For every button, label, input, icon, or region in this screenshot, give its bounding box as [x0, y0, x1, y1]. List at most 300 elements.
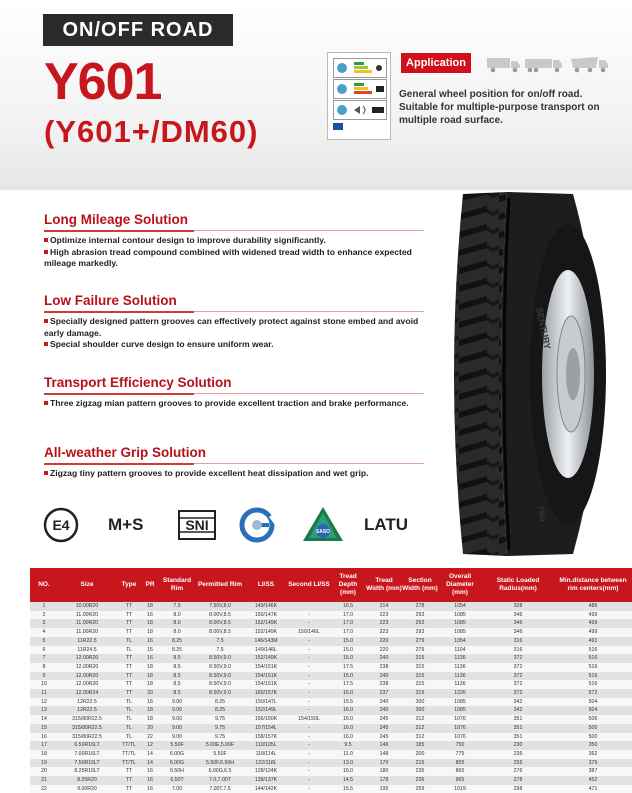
table-cell: -	[288, 672, 330, 681]
table-cell: 12R22.5	[58, 706, 116, 715]
feature-low-failure	[44, 292, 424, 351]
truck-icon	[486, 55, 522, 73]
dump-truck-icon	[570, 55, 610, 73]
table-cell: 13.0	[330, 759, 366, 768]
table-cell: 16.0	[330, 706, 366, 715]
table-cell: 15	[30, 724, 58, 733]
svg-text:E4: E4	[52, 517, 70, 533]
table-cell: 8	[30, 663, 58, 672]
latu-mark: LATU	[364, 515, 409, 534]
table-cell: 315/80R22.5	[58, 715, 116, 724]
table-cell: 5.50F,6.50H	[196, 759, 244, 768]
table-cell: 965	[438, 776, 482, 785]
table-cell: 6	[30, 646, 58, 655]
bullet-icon	[44, 238, 48, 242]
feature-all-weather-grip	[44, 444, 424, 480]
table-cell: 3	[30, 619, 58, 628]
table-cell: 185	[402, 741, 438, 750]
column-header: PR	[142, 568, 158, 602]
table-cell: 7.00R16LT	[58, 750, 116, 759]
feature-title: Transport Efficiency Solution	[44, 375, 232, 390]
table-cell: 504	[554, 706, 632, 715]
column-header: Static Loaded Radius(mm)	[482, 568, 554, 602]
table-cell: 154/151K	[244, 680, 288, 689]
table-cell: 240	[366, 706, 402, 715]
table-cell: 504	[554, 698, 632, 707]
tire-model-mark: Y601	[537, 505, 546, 523]
table-cell: 471	[554, 785, 632, 793]
table-cell: -	[288, 654, 330, 663]
table-cell: TT	[116, 628, 142, 637]
table-cell: 158/157K	[244, 733, 288, 742]
table-cell: TL	[116, 646, 142, 655]
table-cell: 238	[366, 663, 402, 672]
table-cell: 12.00R20	[58, 680, 116, 689]
table-cell: 5	[30, 637, 58, 646]
table-cell: 516	[554, 663, 632, 672]
table-cell: 178	[366, 776, 402, 785]
table-row	[30, 672, 632, 681]
table-cell: 8.5	[158, 672, 196, 681]
noise-icon	[333, 100, 387, 120]
table-cell: 372	[482, 680, 554, 689]
semi-truck-icon	[524, 55, 564, 73]
table-cell: 1136	[438, 672, 482, 681]
table-cell: TT	[116, 689, 142, 698]
table-cell: 17.0	[330, 628, 366, 637]
table-cell: TT/TL	[116, 741, 142, 750]
column-header: LI/SS	[244, 568, 288, 602]
table-cell: 8.50V,9.0	[196, 663, 244, 672]
table-cell: -	[288, 698, 330, 707]
table-cell: 315	[402, 689, 438, 698]
table-cell: 315	[402, 680, 438, 689]
table-cell: -	[288, 619, 330, 628]
table-cell: 16.5	[330, 602, 366, 611]
table-cell: 144/142K	[244, 785, 288, 793]
table-cell: 16	[142, 654, 158, 663]
table-cell: 8.25R16LT	[58, 767, 116, 776]
table-cell: 139/137K	[244, 776, 288, 785]
table-cell: 375	[554, 759, 632, 768]
table-cell: 6.00G,6.5	[196, 767, 244, 776]
table-cell: 516	[554, 672, 632, 681]
table-cell: 223	[366, 628, 402, 637]
table-cell: 351	[482, 715, 554, 724]
table-cell: 298	[482, 785, 554, 793]
table-cell: 12R22.5	[58, 698, 116, 707]
table-cell: 220	[366, 637, 402, 646]
table-cell: 346	[482, 619, 554, 628]
table-cell: 1054	[438, 602, 482, 611]
table-cell: 372	[482, 672, 554, 681]
table-cell: 7.5	[196, 637, 244, 646]
table-cell: 1076	[438, 724, 482, 733]
table-body	[30, 602, 632, 793]
table-cell: 346	[482, 628, 554, 637]
table-cell: 279	[402, 637, 438, 646]
table-cell: 20	[142, 689, 158, 698]
table-cell: 9	[30, 672, 58, 681]
table-cell: 237	[366, 689, 402, 698]
wet-grip-icon	[333, 79, 387, 99]
table-cell: 16	[30, 733, 58, 742]
tire-illustration	[433, 188, 623, 560]
table-cell: 18	[142, 672, 158, 681]
table-cell: 118/114L	[244, 750, 288, 759]
table-cell: 146	[366, 741, 402, 750]
table-cell: 278	[402, 602, 438, 611]
table-cell: 499	[554, 628, 632, 637]
certification-row	[43, 505, 423, 545]
table-cell: 865	[438, 767, 482, 776]
table-row	[30, 611, 632, 620]
table-cell: 18	[142, 663, 158, 672]
sni-mark-icon	[177, 509, 217, 541]
table-cell: 11.0	[330, 750, 366, 759]
table-cell: 16.0	[330, 733, 366, 742]
table-cell: -	[288, 733, 330, 742]
table-cell: TT	[116, 785, 142, 793]
feature-divider	[44, 393, 194, 395]
table-cell: 152/149L	[244, 706, 288, 715]
table-cell: 154/150L	[288, 715, 330, 724]
table-cell: 149/146L	[244, 646, 288, 655]
feature-transport-efficiency	[44, 374, 424, 410]
table-cell: 236	[402, 776, 438, 785]
table-cell: 245	[366, 733, 402, 742]
table-cell: -	[288, 785, 330, 793]
table-cell: 1054	[438, 637, 482, 646]
table-cell: 223	[366, 619, 402, 628]
table-cell: -	[288, 706, 330, 715]
table-cell: 17.0	[330, 611, 366, 620]
table-cell: 14	[142, 750, 158, 759]
table-cell: -	[288, 663, 330, 672]
table-cell: 236	[482, 750, 554, 759]
table-cell: 16	[142, 637, 158, 646]
column-header: Type	[116, 568, 142, 602]
table-cell: 149/146K	[244, 602, 288, 611]
table-cell: -	[288, 637, 330, 646]
table-row	[30, 698, 632, 707]
table-cell: 9.75	[196, 733, 244, 742]
table-cell: 8.0	[158, 628, 196, 637]
table-cell: -	[288, 689, 330, 698]
table-cell: 9.00	[158, 706, 196, 715]
table-cell: 240	[366, 654, 402, 663]
table-row	[30, 759, 632, 768]
table-cell: 387	[554, 767, 632, 776]
table-cell: 17.5	[330, 663, 366, 672]
table-cell: 255	[482, 759, 554, 768]
column-header: Tread Depth (mm)	[330, 568, 366, 602]
table-cell: 170	[366, 759, 402, 768]
table-cell: 506	[554, 715, 632, 724]
table-cell: 8.00V,8.5	[196, 619, 244, 628]
table-row	[30, 689, 632, 698]
table-cell: 9.00	[158, 698, 196, 707]
table-cell: TL	[116, 724, 142, 733]
table-cell: 315	[402, 663, 438, 672]
table-cell: 8.0	[158, 611, 196, 620]
table-cell: 486	[554, 602, 632, 611]
table-row	[30, 776, 632, 785]
table-cell: 11.00R20	[58, 628, 116, 637]
table-cell: -	[288, 724, 330, 733]
table-cell: 312	[402, 715, 438, 724]
table-cell: 157/154L	[244, 724, 288, 733]
table-cell: 6.00G	[158, 750, 196, 759]
table-cell: 276	[482, 767, 554, 776]
table-cell: 312	[402, 724, 438, 733]
table-cell: 11.00R20	[58, 619, 116, 628]
table-cell: 7.00	[158, 785, 196, 793]
table-cell: 1085	[438, 706, 482, 715]
table-cell: 8.0	[158, 619, 196, 628]
table-cell: 342	[482, 698, 554, 707]
table-cell: 516	[554, 654, 632, 663]
feature-bullet: High abrasion tread compound combined with widened tread width to enhance expected mileage markedly.	[44, 246, 412, 268]
bullet-icon	[44, 401, 48, 405]
table-cell: 362	[554, 750, 632, 759]
table-cell: 240	[366, 698, 402, 707]
table-cell: 8.25	[196, 706, 244, 715]
table-cell: 6.50H	[158, 767, 196, 776]
table-row	[30, 750, 632, 759]
table-cell: 372	[482, 654, 554, 663]
table-cell: 16	[142, 611, 158, 620]
table-cell: 150/147K	[244, 611, 288, 620]
table-row	[30, 637, 632, 646]
table-cell: 11R24.5	[58, 646, 116, 655]
table-row	[30, 663, 632, 672]
table-cell: 16.0	[330, 689, 366, 698]
column-header: Second LI/SS	[288, 568, 330, 602]
table-cell: 775	[438, 750, 482, 759]
table-cell: 11	[30, 689, 58, 698]
table-cell: 12.00R20	[58, 663, 116, 672]
table-cell: 154/151K	[244, 672, 288, 681]
fuel-efficiency-icon	[333, 58, 387, 78]
table-cell: -	[288, 680, 330, 689]
table-cell: 148	[366, 750, 402, 759]
table-cell: -	[288, 759, 330, 768]
table-cell: 152/149K	[244, 654, 288, 663]
feature-title: Low Failure Solution	[44, 293, 177, 308]
table-row	[30, 654, 632, 663]
table-cell: 5.50F	[196, 750, 244, 759]
table-cell: 516	[554, 646, 632, 655]
tire-brand-mark: SENTURY	[534, 306, 553, 351]
table-cell: 6.50T	[158, 776, 196, 785]
table-cell: 293	[402, 628, 438, 637]
table-cell: 9.00	[158, 733, 196, 742]
table-cell: 5.50F	[158, 741, 196, 750]
table-cell: 235	[402, 767, 438, 776]
table-cell: 14	[30, 715, 58, 724]
table-cell: 18	[30, 750, 58, 759]
table-cell: 245	[366, 715, 402, 724]
table-cell: 13	[30, 706, 58, 715]
table-cell: 8.5	[158, 680, 196, 689]
table-cell: 8.25	[158, 646, 196, 655]
table-row	[30, 628, 632, 637]
table-cell: TT	[116, 663, 142, 672]
table-cell: 16	[142, 646, 158, 655]
table-cell: 11.00R20	[58, 611, 116, 620]
g-mark-icon	[239, 507, 275, 543]
table-cell: 17.5	[330, 680, 366, 689]
table-row	[30, 733, 632, 742]
table-cell: 805	[438, 759, 482, 768]
table-cell: 9.00R20	[58, 785, 116, 793]
table-cell: 16.0	[330, 724, 366, 733]
table-cell: 9.75	[196, 724, 244, 733]
feature-divider	[44, 463, 194, 465]
table-cell: 1104	[438, 646, 482, 655]
table-cell: 195	[366, 785, 402, 793]
table-cell: 315	[402, 654, 438, 663]
table-cell: TL	[116, 706, 142, 715]
table-cell: 516	[554, 680, 632, 689]
table-cell: 8.25	[196, 698, 244, 707]
table-cell: 279	[402, 646, 438, 655]
column-header: Standard Rim	[158, 568, 196, 602]
table-cell: 7.5	[158, 602, 196, 611]
table-cell: 1019	[438, 785, 482, 793]
table-cell: 15.0	[330, 646, 366, 655]
column-header: Size	[58, 568, 116, 602]
table-cell: 7	[30, 654, 58, 663]
table-cell: -	[288, 646, 330, 655]
bullet-icon	[44, 342, 48, 346]
bullet-icon	[44, 250, 48, 254]
table-cell: 152/149K	[244, 628, 288, 637]
table-cell: 342	[482, 706, 554, 715]
table-cell: 350	[554, 741, 632, 750]
table-cell: 16.0	[330, 767, 366, 776]
table-cell: 15.0	[330, 654, 366, 663]
table-row	[30, 706, 632, 715]
table-cell: 214	[366, 602, 402, 611]
table-cell: 572	[554, 689, 632, 698]
ms-mark: M+S	[108, 515, 144, 534]
table-cell: 8.25	[158, 637, 196, 646]
table-cell: TL	[116, 733, 142, 742]
bullet-icon	[44, 319, 48, 323]
table-cell: TT	[116, 619, 142, 628]
table-cell: -	[288, 741, 330, 750]
table-cell: 8.50V,9.0	[196, 689, 244, 698]
table-cell: 372	[482, 663, 554, 672]
table-cell: 18	[142, 628, 158, 637]
table-cell: 7.50R16LT	[58, 759, 116, 768]
table-cell: 150/147L	[244, 698, 288, 707]
table-cell: 1085	[438, 611, 482, 620]
table-cell: 18	[142, 706, 158, 715]
table-cell: 19	[30, 759, 58, 768]
feature-bullet: Optimize internal contour design to improve durability significantly.	[44, 235, 424, 247]
table-cell: 15.0	[330, 672, 366, 681]
table-cell: 1085	[438, 619, 482, 628]
table-cell: 300	[402, 698, 438, 707]
feature-bullet: Zigzag tiny pattern grooves to provide excellent heat dissipation and wet grip.	[44, 468, 424, 480]
table-cell: 18	[142, 715, 158, 724]
table-cell: TL	[116, 698, 142, 707]
table-cell: TT	[116, 602, 142, 611]
table-cell: 316	[482, 637, 554, 646]
table-cell: 200	[402, 750, 438, 759]
table-cell: 351	[482, 733, 554, 742]
table-cell: 9.5	[330, 741, 366, 750]
table-cell: 180	[366, 767, 402, 776]
table-cell: 300	[402, 706, 438, 715]
table-cell: 154/151K	[244, 663, 288, 672]
table-cell: 315/80R22.5	[58, 724, 116, 733]
table-cell: TT/TL	[116, 759, 142, 768]
table-cell: 315/80R22.5	[58, 733, 116, 742]
table-cell: TT	[116, 672, 142, 681]
table-cell: 8.00V,8.5	[196, 628, 244, 637]
table-cell: 16.0	[330, 715, 366, 724]
table-cell: 18	[142, 602, 158, 611]
table-cell: TT	[116, 776, 142, 785]
table-cell: 18	[142, 680, 158, 689]
table-cell: 12	[30, 698, 58, 707]
feature-long-mileage	[44, 211, 424, 270]
table-cell: TT	[116, 654, 142, 663]
e4-mark-icon	[43, 507, 79, 543]
table-cell: 9.75	[196, 715, 244, 724]
table-cell: -	[288, 767, 330, 776]
table-cell: 14.5	[330, 776, 366, 785]
column-header: Overall Diameter (mm)	[438, 568, 482, 602]
table-cell: 499	[554, 611, 632, 620]
category-banner: ON/OFF ROAD	[43, 14, 233, 46]
table-cell: 10.00R20	[58, 602, 116, 611]
column-header: Section Width (mm)	[402, 568, 438, 602]
table-cell: TT	[116, 767, 142, 776]
table-cell: 16	[142, 767, 158, 776]
table-cell: TT/TL	[116, 750, 142, 759]
table-cell: 240	[366, 672, 402, 681]
table-row	[30, 680, 632, 689]
table-cell: 6.50R16LT	[58, 741, 116, 750]
table-cell: 7.00T,7.5	[196, 785, 244, 793]
table-cell: 8.5	[158, 663, 196, 672]
table-cell: 122/118L	[244, 759, 288, 768]
eu-flag-icon	[333, 123, 343, 130]
table-cell: 110/105L	[244, 741, 288, 750]
table-cell: 10	[30, 680, 58, 689]
table-cell: 22	[30, 785, 58, 793]
feature-divider	[44, 230, 194, 232]
table-cell: 7.0,7.00T	[196, 776, 244, 785]
table-cell	[288, 602, 330, 611]
table-cell: 215	[402, 759, 438, 768]
table-cell: 372	[482, 689, 554, 698]
table-row	[30, 715, 632, 724]
table-cell: 12.00R20	[58, 654, 116, 663]
table-cell: 7.50V,8.0	[196, 602, 244, 611]
table-cell: 2	[30, 611, 58, 620]
table-cell: 21	[30, 776, 58, 785]
svg-text:SASO: SASO	[315, 529, 331, 535]
table-cell: 150/146L	[288, 628, 330, 637]
feature-bullet: Specially designed pattern grooves can effectively protect against stone embed and avoid early damage.	[44, 316, 419, 338]
table-cell: 1076	[438, 715, 482, 724]
